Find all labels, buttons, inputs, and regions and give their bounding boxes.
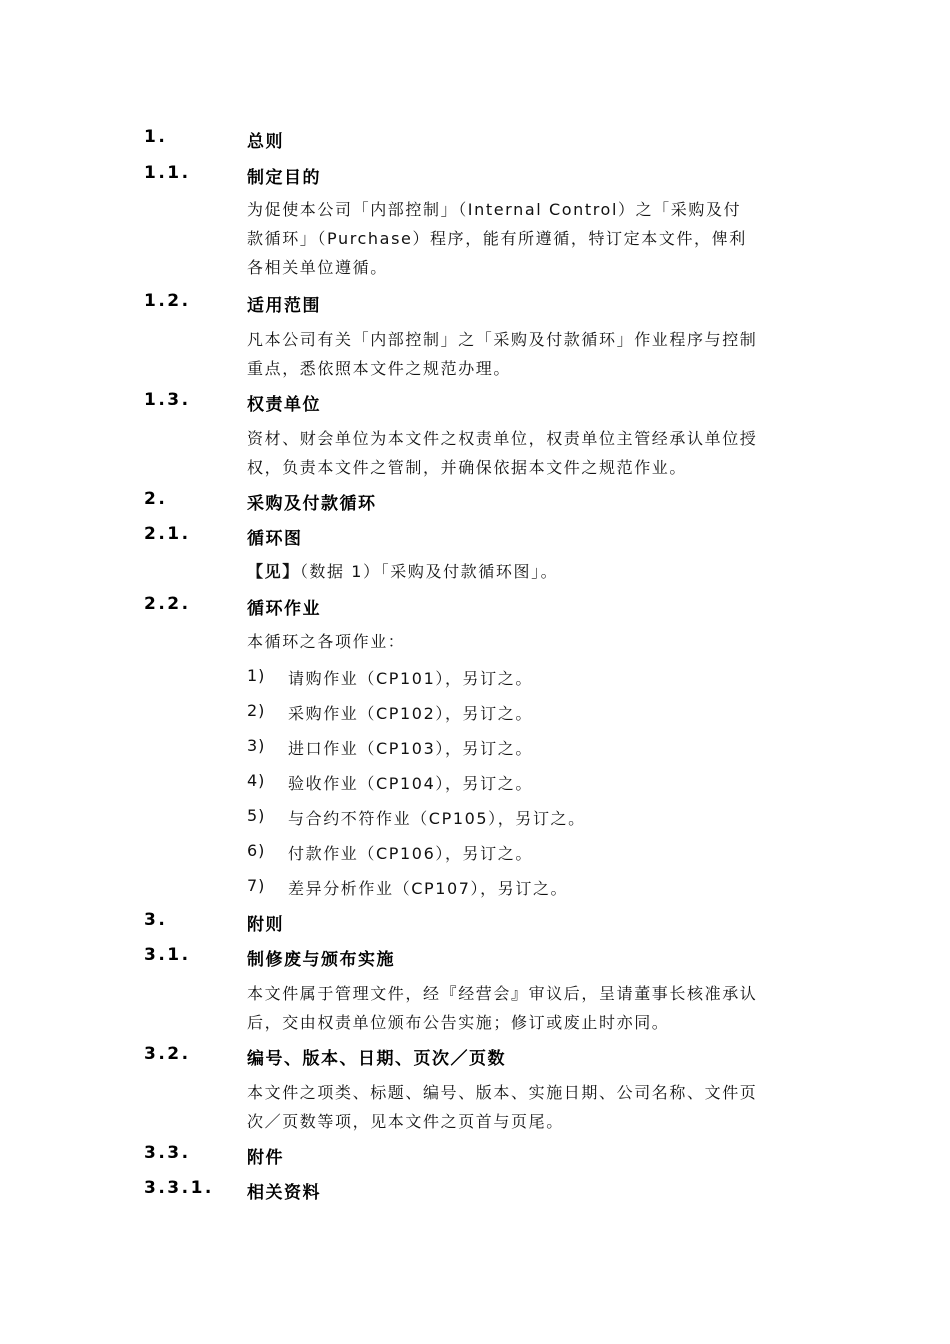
section-number: 3. — [144, 910, 168, 930]
paragraph-line: 款循环」（Purchase）程序，能有所遵循，特订定本文件，俾利 — [247, 229, 747, 248]
section-number: 1. — [144, 127, 168, 147]
cycle-intro — [247, 627, 803, 656]
section-title: 相关资料 — [247, 1183, 321, 1203]
section-number: 3.2. — [144, 1044, 191, 1064]
section-number: 2.2. — [144, 594, 191, 614]
section-number: 1.1. — [144, 163, 191, 183]
paragraph-line: 后，交由权责单位颁布公告实施；修订或废止时亦同。 — [247, 1013, 670, 1032]
list-item-text: 付款作业（CP106），另订之。 — [288, 844, 533, 863]
paragraph-line: 凡本公司有关「内部控制」之「采购及付款循环」作业程序与控制 — [247, 330, 758, 349]
section-number: 1.2. — [144, 291, 191, 311]
paragraph-line: 资材、财会单位为本文件之权责单位，权责单位主管经承认单位授 — [247, 429, 758, 448]
section-title: 适用范围 — [247, 296, 321, 316]
section-title: 编号、版本、日期、页次／页数 — [247, 1049, 506, 1069]
list-item-text: 请购作业（CP101），另订之。 — [288, 669, 533, 688]
list-item-number: 7) — [247, 876, 266, 895]
responsibility-paragraph — [247, 424, 803, 482]
paragraph-line: 各相关单位遵循。 — [247, 258, 388, 277]
section-title: 权责单位 — [247, 395, 321, 415]
paragraph-line: 重点，悉依照本文件之规范办理。 — [247, 359, 512, 378]
list-item-text: 验收作业（CP104），另订之。 — [288, 774, 533, 793]
list-item-number: 3) — [247, 736, 266, 755]
section-title: 制修废与颁布实施 — [247, 950, 395, 970]
list-item-text: 进口作业（CP103），另订之。 — [288, 739, 533, 758]
paragraph-line: 本文件之项类、标题、编号、版本、实施日期、公司名称、文件页 — [247, 1083, 758, 1102]
implementation-paragraph — [247, 979, 803, 1037]
cycle-chart-reference — [247, 557, 803, 586]
section-title: 附则 — [247, 915, 284, 935]
section-title: 附件 — [247, 1148, 284, 1168]
section-number: 2.1. — [144, 524, 191, 544]
purpose-paragraph — [247, 195, 803, 282]
paragraph-line: 权，负责本文件之管制，并确保依据本文件之规范作业。 — [247, 458, 688, 477]
section-title: 循环图 — [247, 529, 303, 549]
paragraph-line: 为促使本公司「内部控制」（Internal Control）之「采购及付 — [247, 200, 742, 219]
section-number: 3.3.1. — [144, 1178, 214, 1198]
paragraph-line — [247, 557, 803, 586]
section-number: 1.3. — [144, 390, 191, 410]
list-item-number: 4) — [247, 771, 266, 790]
section-title: 循环作业 — [247, 599, 321, 619]
section-number: 2. — [144, 489, 168, 509]
section-number: 3.1. — [144, 945, 191, 965]
see-marker: 【见】 — [247, 562, 300, 581]
paragraph-line: 次／页数等项，见本文件之页首与页尾。 — [247, 1112, 564, 1131]
scope-paragraph — [247, 325, 803, 383]
numbering-paragraph — [247, 1078, 803, 1136]
list-item-text: 采购作业（CP102），另订之。 — [288, 704, 533, 723]
paragraph-line: 本循环之各项作业： — [247, 632, 406, 651]
list-item-number: 1) — [247, 666, 266, 685]
section-number: 3.3. — [144, 1143, 191, 1163]
section-title: 制定目的 — [247, 168, 321, 188]
cycle-chart-text: （数据 1）「采购及付款循环图」。 — [299, 562, 559, 581]
list-item-number: 2) — [247, 701, 266, 720]
list-item-number: 6) — [247, 841, 266, 860]
section-title: 总则 — [247, 132, 284, 152]
paragraph-line: 本文件属于管理文件，经『经营会』审议后，呈请董事长核准承认 — [247, 984, 758, 1003]
section-title: 采购及付款循环 — [247, 494, 377, 514]
list-item-text: 差异分析作业（CP107），另订之。 — [288, 879, 569, 898]
list-item-number: 5) — [247, 806, 266, 825]
list-item-text: 与合约不符作业（CP105），另订之。 — [288, 809, 586, 828]
